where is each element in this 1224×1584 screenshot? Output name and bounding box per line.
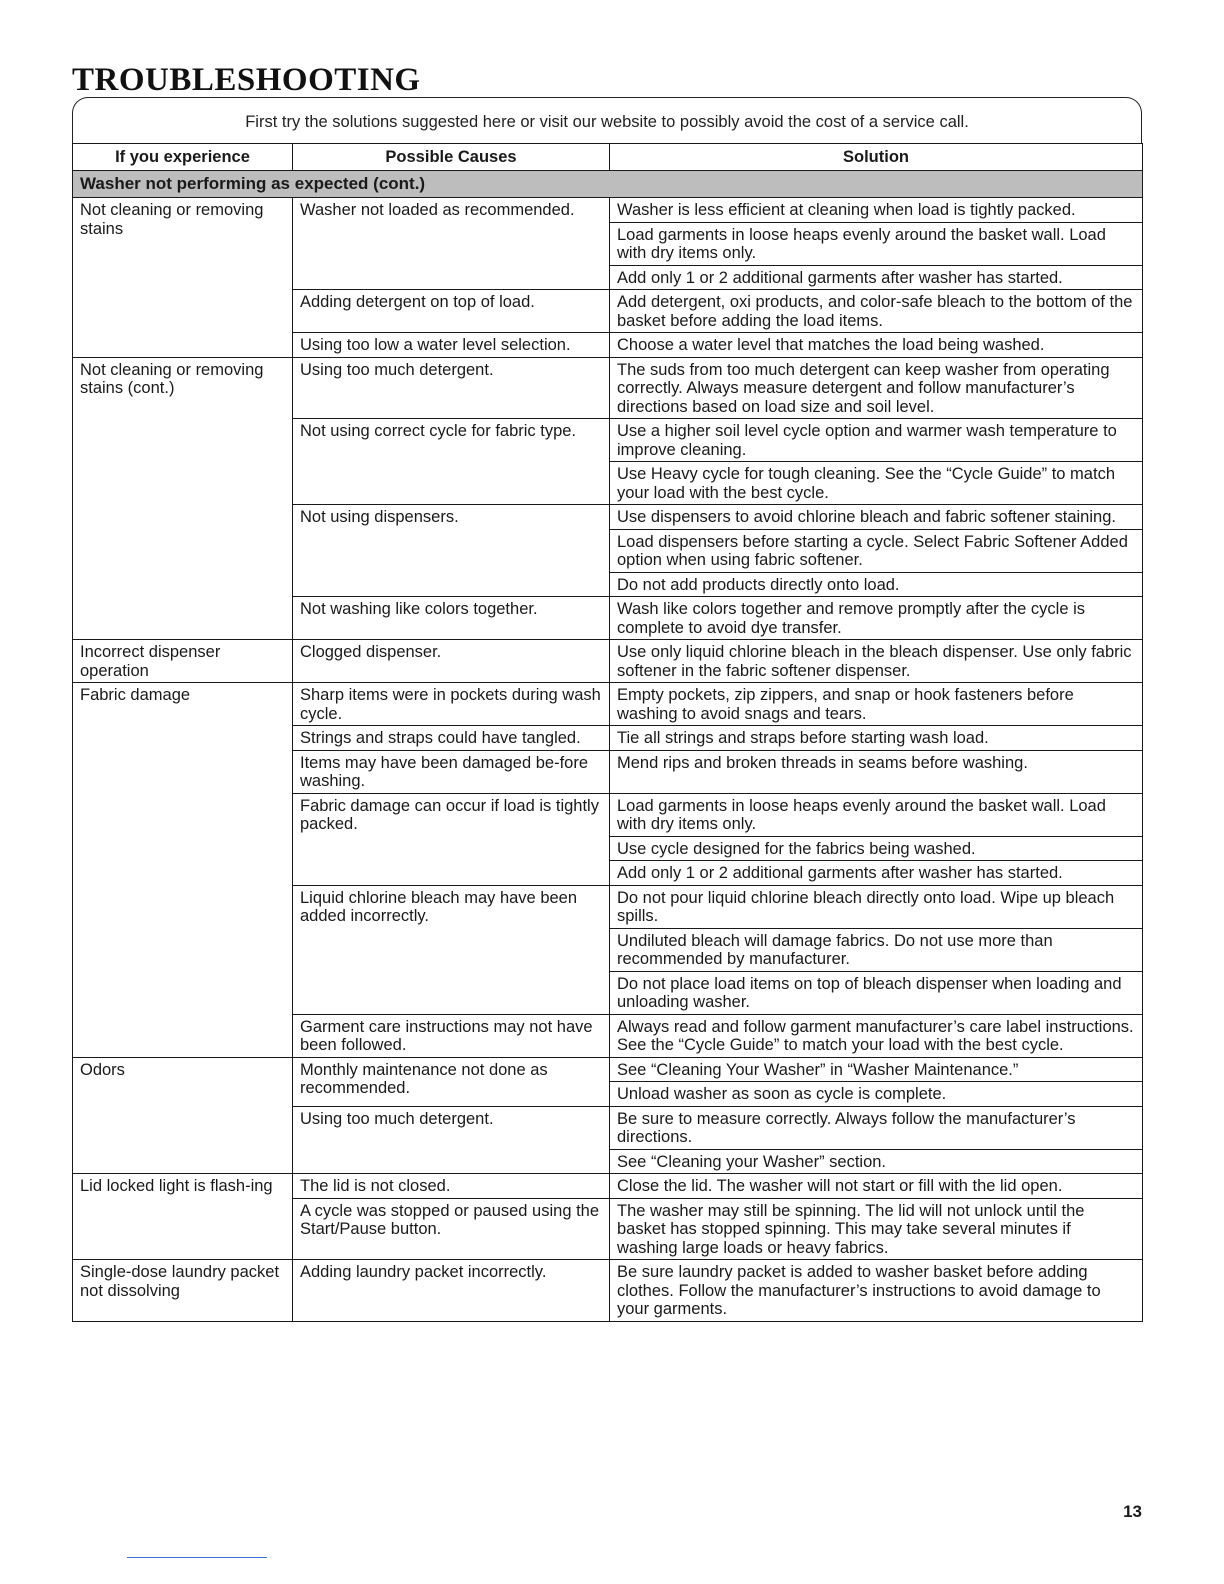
solution-cell: Unload washer as soon as cycle is complete. xyxy=(610,1082,1143,1107)
solution-cell: Be sure laundry packet is added to washer basket before adding clothes. Follow the manufacturer’s instructions to avoid damage to your garments. xyxy=(610,1260,1143,1322)
cause-cell: Using too much detergent. xyxy=(293,1106,610,1174)
solution-cell: Use cycle designed for the fabrics being washed. xyxy=(610,836,1143,861)
footer-rule xyxy=(127,1557,267,1558)
cause-cell: A cycle was stopped or paused using the Start/Pause button. xyxy=(293,1198,610,1260)
cause-cell: Adding laundry packet incorrectly. xyxy=(293,1260,610,1322)
solution-cell: Do not place load items on top of bleach dispenser when loading and unloading washer. xyxy=(610,971,1143,1014)
solution-cell: Add only 1 or 2 additional garments after washer has started. xyxy=(610,265,1143,290)
cause-cell: Adding detergent on top of load. xyxy=(293,290,610,333)
solution-cell: Add only 1 or 2 additional garments after washer has started. xyxy=(610,861,1143,886)
cause-cell: Liquid chlorine bleach may have been added incorrectly. xyxy=(293,885,610,1014)
cause-cell: Not using dispensers. xyxy=(293,505,610,597)
solution-cell: See “Cleaning your Washer” section. xyxy=(610,1149,1143,1174)
symptom-cell: Not cleaning or removing stains xyxy=(73,198,293,358)
header-solution: Solution xyxy=(610,144,1143,171)
section-row xyxy=(73,170,1143,198)
solution-cell: Tie all strings and straps before starting wash load. xyxy=(610,726,1143,751)
cause-cell: Items may have been damaged be-fore washing. xyxy=(293,750,610,793)
header-causes: Possible Causes xyxy=(293,144,610,171)
solution-cell: Load garments in loose heaps evenly around the basket wall. Load with dry items only. xyxy=(610,793,1143,836)
section-heading: Washer not performing as expected (cont.) xyxy=(73,170,1143,198)
table-row xyxy=(73,683,1143,726)
symptom-cell: Lid locked light is flash-ing xyxy=(73,1174,293,1260)
solution-cell: Empty pockets, zip zippers, and snap or hook fasteners before washing to avoid snags and tears. xyxy=(610,683,1143,726)
solution-cell: Undiluted bleach will damage fabrics. Do not use more than recommended by manufacturer. xyxy=(610,928,1143,971)
header-experience: If you experience xyxy=(73,144,293,171)
symptom-cell: Not cleaning or removing stains (cont.) xyxy=(73,357,293,640)
solution-cell: Use a higher soil level cycle option and warmer wash temperature to improve cleaning. xyxy=(610,419,1143,462)
cause-cell: Not using correct cycle for fabric type. xyxy=(293,419,610,505)
page-title: TROUBLESHOOTING xyxy=(72,62,421,98)
solution-cell: Mend rips and broken threads in seams before washing. xyxy=(610,750,1143,793)
solution-cell: The suds from too much detergent can keep washer from operating correctly. Always measure detergent and follow manufacturer’s directions based on load size and soil level. xyxy=(610,357,1143,419)
cause-cell: Monthly maintenance not done as recommended. xyxy=(293,1057,610,1106)
solution-cell: Choose a water level that matches the load being washed. xyxy=(610,333,1143,358)
cause-cell: Garment care instructions may not have been followed. xyxy=(293,1014,610,1057)
solution-cell: Add detergent, oxi products, and color-safe bleach to the bottom of the basket before adding the load items. xyxy=(610,290,1143,333)
cause-cell: The lid is not closed. xyxy=(293,1174,610,1199)
solution-cell: Be sure to measure correctly. Always follow the manufacturer’s directions. xyxy=(610,1106,1143,1149)
symptom-cell: Fabric damage xyxy=(73,683,293,1058)
troubleshooting-table xyxy=(72,143,1143,1322)
solution-cell: Load garments in loose heaps evenly around the basket wall. Load with dry items only. xyxy=(610,222,1143,265)
intro-frame xyxy=(72,97,1142,143)
cause-cell: Strings and straps could have tangled. xyxy=(293,726,610,751)
solution-cell: Close the lid. The washer will not start or fill with the lid open. xyxy=(610,1174,1143,1199)
table-row xyxy=(73,357,1143,419)
symptom-cell: Odors xyxy=(73,1057,293,1174)
cause-cell: Clogged dispenser. xyxy=(293,640,610,683)
solution-cell: The washer may still be spinning. The lid will not unlock until the basket has stopped spinning. This may take several minutes if washing large loads or heavy fabrics. xyxy=(610,1198,1143,1260)
page-number: 13 xyxy=(1123,1502,1142,1521)
symptom-cell: Single-dose laundry packet not dissolving xyxy=(73,1260,293,1322)
solution-cell: Use Heavy cycle for tough cleaning. See the “Cycle Guide” to match your load with the best cycle. xyxy=(610,462,1143,505)
symptom-cell: Incorrect dispenser operation xyxy=(73,640,293,683)
table-row xyxy=(73,1174,1143,1199)
table-row xyxy=(73,640,1143,683)
solution-cell: Load dispensers before starting a cycle. Select Fabric Softener Added option when using fabric softener. xyxy=(610,529,1143,572)
solution-cell: Washer is less efficient at cleaning when load is tightly packed. xyxy=(610,198,1143,223)
header-row xyxy=(73,144,1143,171)
solution-cell: Do not add products directly onto load. xyxy=(610,572,1143,597)
solution-cell: Use dispensers to avoid chlorine bleach and fabric softener staining. xyxy=(610,505,1143,530)
cause-cell: Using too much detergent. xyxy=(293,357,610,419)
cause-cell: Washer not loaded as recommended. xyxy=(293,198,610,290)
table-row xyxy=(73,1260,1143,1322)
cause-cell: Using too low a water level selection. xyxy=(293,333,610,358)
cause-cell: Sharp items were in pockets during wash cycle. xyxy=(293,683,610,726)
intro-text: First try the solutions suggested here or visit our website to possibly avoid the cost of a service call. xyxy=(245,113,969,131)
solution-cell: Wash like colors together and remove promptly after the cycle is complete to avoid dye transfer. xyxy=(610,597,1143,640)
solution-cell: Always read and follow garment manufacturer’s care label instructions. See the “Cycle Guide” to match your load with the best cycle. xyxy=(610,1014,1143,1057)
solution-cell: Do not pour liquid chlorine bleach directly onto load. Wipe up bleach spills. xyxy=(610,885,1143,928)
cause-cell: Not washing like colors together. xyxy=(293,597,610,640)
table-row xyxy=(73,198,1143,223)
solution-cell: See “Cleaning Your Washer” in “Washer Maintenance.” xyxy=(610,1057,1143,1082)
cause-cell: Fabric damage can occur if load is tightly packed. xyxy=(293,793,610,885)
solution-cell: Use only liquid chlorine bleach in the bleach dispenser. Use only fabric softener in the fabric softener dispenser. xyxy=(610,640,1143,683)
table-row xyxy=(73,1057,1143,1082)
